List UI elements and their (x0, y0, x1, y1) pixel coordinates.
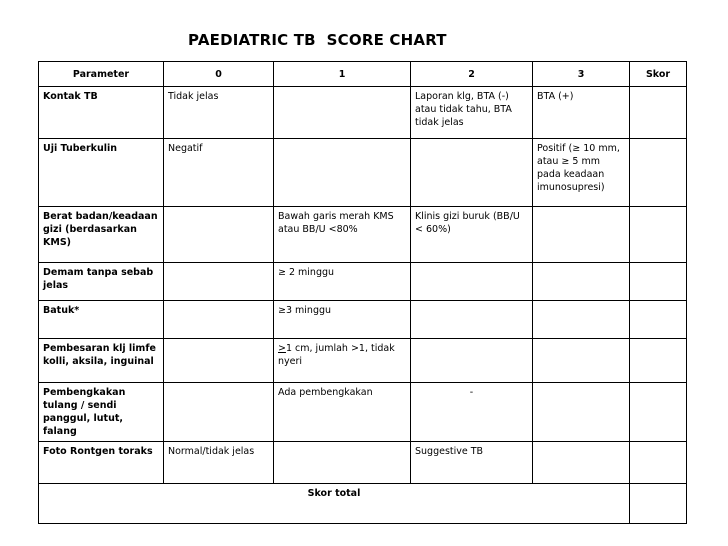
score-3-cell (533, 339, 630, 383)
score-0-cell: Normal/tidak jelas (164, 442, 274, 484)
score-0-cell (164, 383, 274, 442)
score-0-cell (164, 207, 274, 263)
param-cell: Kontak TB (39, 87, 164, 139)
score-0-cell: Tidak jelas (164, 87, 274, 139)
table-row (39, 442, 687, 484)
header-score-1: 1 (274, 62, 411, 87)
header-score-0: 0 (164, 62, 274, 87)
total-row (39, 484, 687, 524)
score-3-cell (533, 263, 630, 301)
score-1-cell (274, 339, 411, 383)
score-2-cell (411, 339, 533, 383)
score-2-cell: Klinis gizi buruk (BB/U < 60%) (411, 207, 533, 263)
score-3-cell (533, 383, 630, 442)
score-1-cell (274, 87, 411, 139)
score-2-cell: - (411, 383, 533, 442)
score-1-text: 1 cm, jumlah >1, tidak nyeri (278, 343, 395, 367)
score-2-cell: Laporan klg, BTA (-) atau tidak tahu, BTA tidak jelas (411, 87, 533, 139)
skor-cell (630, 263, 687, 301)
skor-cell (630, 87, 687, 139)
param-cell: Pembengkakan tulang / sendi panggul, lutut, falang (39, 383, 164, 442)
score-1-cell (274, 139, 411, 207)
score-3-cell (533, 442, 630, 484)
skor-cell (630, 207, 687, 263)
score-2-cell (411, 301, 533, 339)
gte-symbol: > (278, 343, 286, 354)
param-cell: Foto Rontgen toraks (39, 442, 164, 484)
skor-cell (630, 301, 687, 339)
table-row (39, 263, 687, 301)
header-score-2: 2 (411, 62, 533, 87)
score-0-cell (164, 339, 274, 383)
param-cell: Berat badan/keadaan gizi (berdasarkan KMS) (39, 207, 164, 263)
score-2-cell (411, 263, 533, 301)
score-3-cell (533, 207, 630, 263)
param-cell: Pembesaran klj limfe kolli, aksila, inguinal (39, 339, 164, 383)
header-score-3: 3 (533, 62, 630, 87)
score-2-cell (411, 139, 533, 207)
tb-score-table (38, 61, 687, 524)
table-row (39, 383, 687, 442)
score-0-cell: Negatif (164, 139, 274, 207)
score-1-cell: Bawah garis merah KMS atau BB/U <80% (274, 207, 411, 263)
header-skor: Skor (630, 62, 687, 87)
param-cell: Batuk* (39, 301, 164, 339)
score-3-cell: BTA (+) (533, 87, 630, 139)
chart-title: PAEDIATRIC TB SCORE CHART (188, 31, 447, 49)
table-row (39, 139, 687, 207)
skor-cell (630, 383, 687, 442)
score-0-cell (164, 301, 274, 339)
table-row (39, 207, 687, 263)
table-row (39, 87, 687, 139)
score-3-cell: Positif (≥ 10 mm, atau ≥ 5 mm pada keadaan imunosupresi) (533, 139, 630, 207)
score-1-cell: ≥ 2 minggu (274, 263, 411, 301)
score-1-cell: ≥3 minggu (274, 301, 411, 339)
skor-cell (630, 139, 687, 207)
total-skor-cell (630, 484, 687, 524)
param-cell: Uji Tuberkulin (39, 139, 164, 207)
header-parameter: Parameter (39, 62, 164, 87)
skor-cell (630, 339, 687, 383)
skor-cell (630, 442, 687, 484)
score-1-cell: Ada pembengkakan (274, 383, 411, 442)
score-3-cell (533, 301, 630, 339)
total-label: Skor total (39, 484, 630, 524)
score-0-cell (164, 263, 274, 301)
table-row (39, 339, 687, 383)
score-1-cell (274, 442, 411, 484)
header-row (39, 62, 687, 87)
param-cell: Demam tanpa sebab jelas (39, 263, 164, 301)
score-2-cell: Suggestive TB (411, 442, 533, 484)
table-row (39, 301, 687, 339)
